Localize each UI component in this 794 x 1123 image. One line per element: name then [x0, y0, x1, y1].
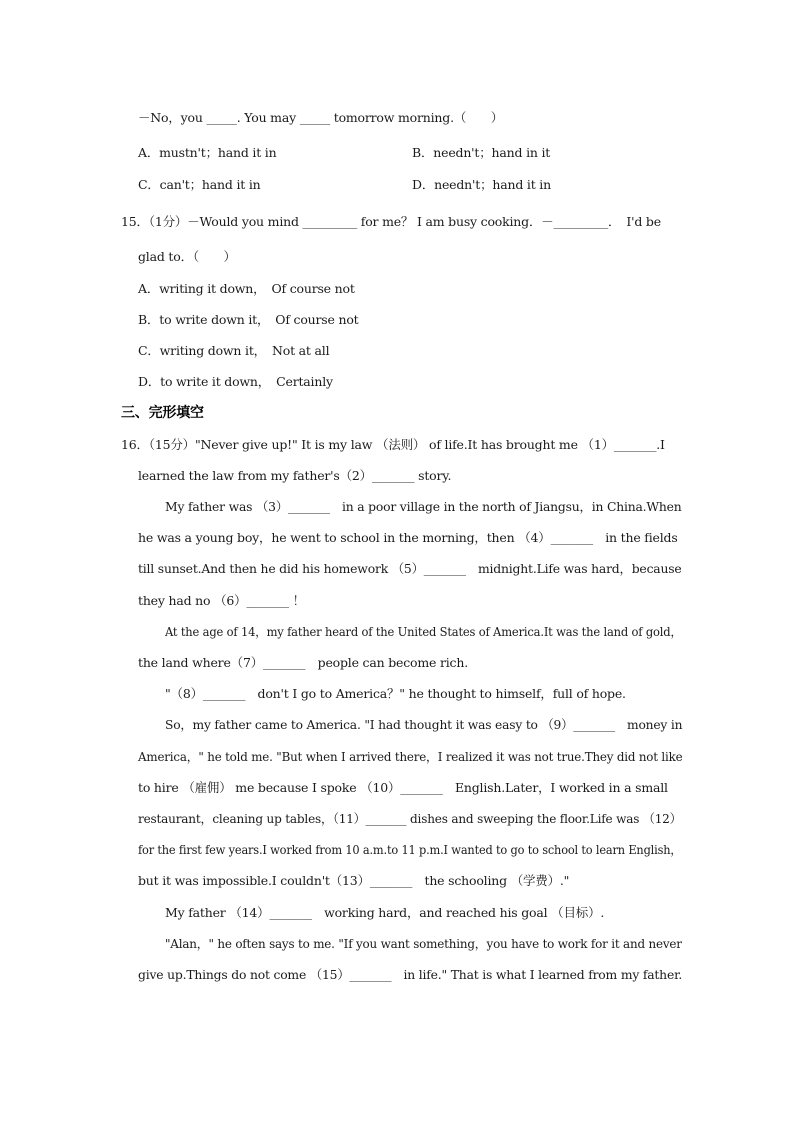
q14-option-a: A．mustn't；hand it in [138, 145, 277, 160]
q15-stem-line-2: glad to．（ ） [138, 249, 236, 264]
q14-option-c: C．can't；hand it in [138, 177, 261, 192]
q16-line: the land where（7）_______ people can become rich. [138, 655, 468, 670]
q16-line: they had no （6）_______ ！ [138, 593, 305, 608]
q16-line: My father （14）_______ working hard，and reached his goal （目标）. [165, 905, 605, 920]
q16-line: My father was （3）_______ in a poor village in the north of Jiangsu，in China.When [165, 499, 682, 514]
q15-stem-line-1: 15．（1分）－Would you mind _________ for me？ I am busy cooking．－_________． I'd be [121, 214, 661, 229]
q16-line: to hire （雇佣） me because I spoke （10）_______ English.Later，I worked in a small [138, 780, 668, 795]
q16-line: restaurant，cleaning up tables，（11）_______ dishes and sweeping the floor.Life was （12） [138, 811, 682, 826]
q16-line: give up.Things do not come （15）_______ in life." That is what I learned from my father. [138, 967, 683, 982]
q15-option-c: C．writing down it， Not at all [138, 343, 330, 358]
q16-line: At the age of 14，my father heard of the United States of America.It was the land of gold， [165, 624, 682, 639]
q16-line: but it was impossible.I couldn't（13）_______ the schooling （学费）." [138, 873, 570, 888]
q16-line: "（8）_______ don't I go to America？" he thought to himself，full of hope. [165, 686, 626, 701]
q16-line: "Alan，" he often says to me. "If you want something，you have to work for it and never [165, 936, 682, 951]
q14-option-b: B．needn't；hand in it [412, 145, 551, 160]
q15-option-a: A．writing it down， Of course not [138, 281, 355, 296]
q16-line: America，" he told me. "But when I arrived there，I realized it was not true.They did not like [138, 749, 683, 764]
q16-line: he was a young boy，he went to school in the morning，then （4）_______ in the fields [138, 530, 678, 545]
q15-option-d: D．to write it down， Certainly [138, 374, 333, 389]
q14-stem: －No，you _____. You may _____ tomorrow morning.（ ） [138, 110, 504, 125]
q16-line: for the first few years.I worked from 10 a.m.to 11 p.m.I wanted to go to school to learn English， [138, 842, 682, 857]
q16-line: till sunset.And then he did his homework （5）_______ midnight.Life was hard，because [138, 561, 682, 576]
q16-line: So，my father came to America. "I had thought it was easy to （9）_______ money in [165, 717, 683, 732]
q15-option-b: B．to write down it， Of course not [138, 312, 359, 327]
q14-option-d: D．needn't；hand it in [412, 177, 551, 192]
section-title: 三、完形填空 [121, 405, 204, 421]
q16-line: 16．（15分）"Never give up!" It is my law （法则） of life.It has brought me （1）_______.I [121, 437, 665, 452]
q16-line: learned the law from my father's（2）_______ story. [138, 468, 452, 483]
